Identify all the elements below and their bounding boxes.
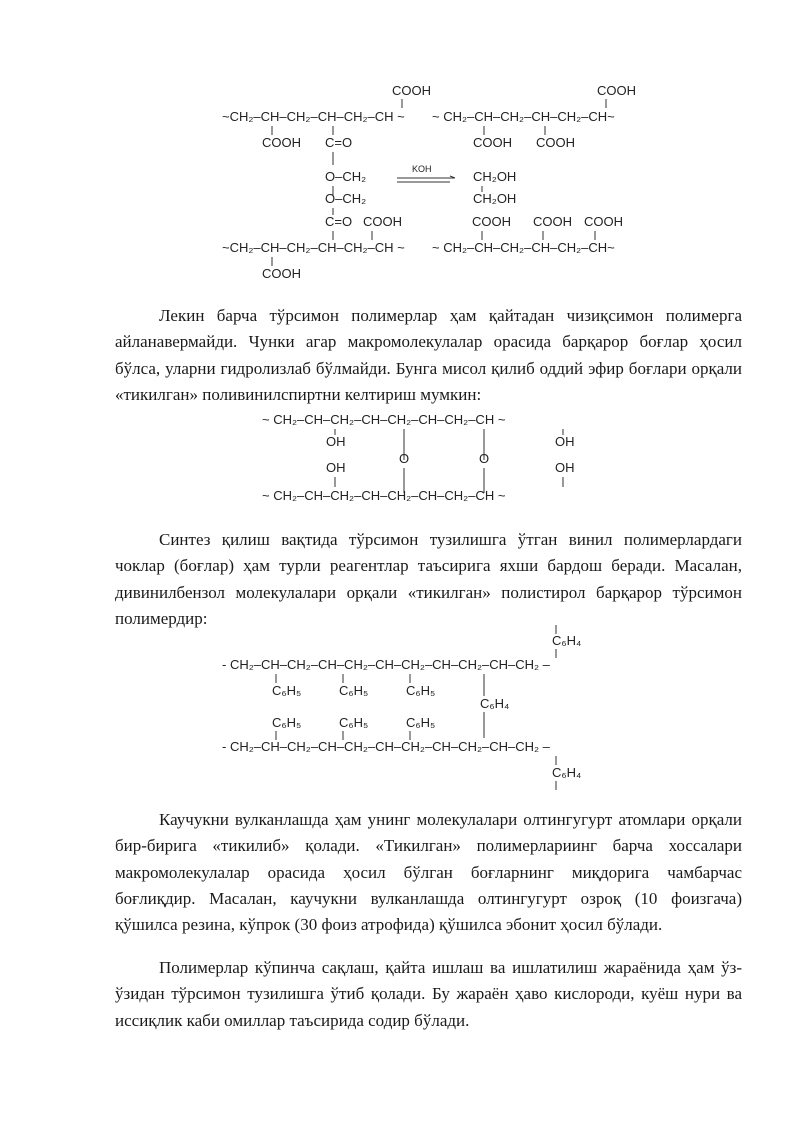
formula-label: OH <box>555 434 575 449</box>
formula-label: COOH <box>533 214 572 229</box>
scheme-crosslinked-polyvinyl-alcohol <box>262 412 575 503</box>
formula-label: COOH <box>363 214 402 229</box>
reagent-label: KOH <box>412 164 432 174</box>
formula-label: C₆H₅ <box>272 715 302 730</box>
formula-label: COOH <box>262 135 301 150</box>
formula-label: ~CH₂–CH–CH₂–CH–CH₂–CH ~ <box>222 109 405 124</box>
formula-label: C₆H₄ <box>552 765 582 780</box>
formula-label: C₆H₅ <box>339 683 369 698</box>
formula-label: COOH <box>584 214 623 229</box>
formula-label: COOH <box>597 83 636 98</box>
paragraph: Каучукни вулканлашда ҳам унинг молекулалари олтингугурт атомлари орқали бир-бирига «тикилиб» қолади. «Тикилган» полимерлариинг барча хоссалари макромолекулалар орасида ҳосил бўлган боғларнинг миқдорига чамбарчас боғлиқдир. Масалан, каучукни вулканлашда олтингугурт озроқ (10 фоизгача) қўшилса резина, кўпрок (30 фоиз атрофида) қўшилса эбонит ҳосил бўлади. <box>115 810 742 935</box>
formula-label: COOH <box>473 135 512 150</box>
formula-label: ~ CH₂–CH–CH₂–CH–CH₂–CH–CH₂–CH ~ <box>262 488 506 503</box>
scheme-crosslinked-polyacrylic-acid <box>222 83 636 281</box>
formula-label: C₆H₅ <box>339 715 369 730</box>
formula-label: ~CH₂–CH–CH₂–CH–CH₂–CH ~ <box>222 240 405 255</box>
formula-label: - CH₂–CH–CH₂–CH–CH₂–CH–CH₂–CH–CH₂–CH–CH₂ – <box>222 739 550 754</box>
formula-label: C₆H₄ <box>480 696 510 711</box>
formula-label: OH <box>555 460 575 475</box>
formula-label: CH₂OH <box>473 169 517 184</box>
formula-label: C₆H₅ <box>406 683 436 698</box>
formula-label: O–CH₂ <box>325 191 367 206</box>
formula-label: CH₂OH <box>473 191 517 206</box>
paragraph: Синтез қилиш вақтида тўрсимон тузилишга ўтган винил полимерлардаги чоклар (боғлар) ҳам турли реагентлар таъсирига яхши бардош беради. Масалан, дивинилбензол молекулалари орқали «тикилган» полистирол барқарор тўрсимон полимердир: <box>115 530 742 628</box>
formula-label: COOH <box>536 135 575 150</box>
formula-label: O <box>399 451 410 466</box>
formula-label: ~ CH₂–CH–CH₂–CH–CH₂–CH–CH₂–CH ~ <box>262 412 506 427</box>
formula-label: COOH <box>472 214 511 229</box>
formula-label: C₆H₅ <box>272 683 302 698</box>
formula-label: C₆H₅ <box>406 715 436 730</box>
formula-label: ~ CH₂–CH–CH₂–CH–CH₂–CH~ <box>432 240 615 255</box>
paragraph: Полимерлар кўпинча сақлаш, қайта ишлаш ва ишлатилиш жараёнида ҳам ўз-ўзидан тўрсимон тузилишга ўтиб қолади. Бу жараён ҳаво кислороди, куёш нури ва иссиқлик каби омиллар таъсирида содир бўлади. <box>115 958 742 1030</box>
formula-label: O–CH₂ <box>325 169 367 184</box>
paragraph: Лекин барча тўрсимон полимерлар ҳам қайтадан чизиқсимон полимерга айланавермайди. Чунки агар макромолекулалар орасида барқарор боғлар ҳосил бўлса, уларни гидролизлаб бўлмайди. Бунга мисол қилиб оддий эфир боғлари орқали «тикилган» поливинилспиртни келтириш мумкин: <box>115 306 742 404</box>
formula-label: OH <box>326 434 346 449</box>
formula-label: ~ CH₂–CH–CH₂–CH–CH₂–CH~ <box>432 109 615 124</box>
formula-label: COOH <box>392 83 431 98</box>
formula-label: - CH₂–CH–CH₂–CH–CH₂–CH–CH₂–CH–CH₂–CH–CH₂ – <box>222 657 550 672</box>
formula-label: C₆H₄ <box>552 633 582 648</box>
formula-label: COOH <box>262 266 301 281</box>
scheme-crosslinked-polystyrene <box>222 625 581 790</box>
formula-label: OH <box>326 460 346 475</box>
formula-label: C=O <box>325 135 353 150</box>
formula-label: C=O <box>325 214 353 229</box>
formula-label: O <box>479 451 490 466</box>
